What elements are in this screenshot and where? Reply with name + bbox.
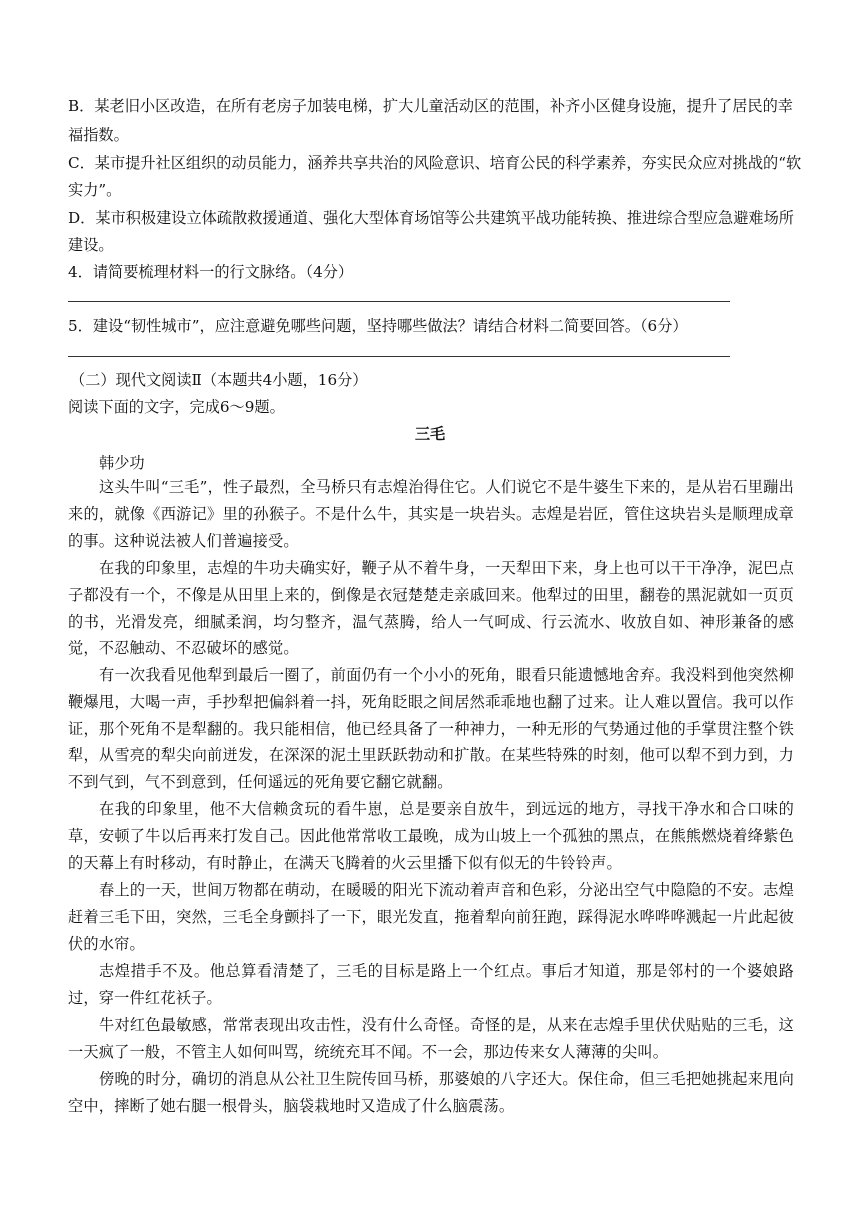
section-heading: （二）现代文阅读Ⅱ（本题共4小题，16分）	[70, 371, 368, 389]
question-5: 5．建设“韧性城市”，应注意避免哪些问题，坚持哪些做法？请结合材料二简要回答。（6分）	[68, 317, 688, 335]
article-paragraph-1: 这头牛叫“三毛”，性子最烈，全马桥只有志煌治得住它。人们说它不是牛婆生下来的，是从岩石里蹦出来的，就像《西游记》里的孙猴子。不是什么牛，其实是一块岩头。志煌是岩匠，管住这块岩头是顺理成章的事。这种说法被人们普遍接受。	[68, 478, 794, 550]
option-c-line1: C．某市提升社区组织的动员能力，涵养共享共治的风险意识、培育公民的科学素养，夯实民众应对挑战的“软	[68, 154, 802, 172]
article-paragraph-4: 在我的印象里，他不大信赖贪玩的看牛崽，总是要亲自放牛，到远远的地方，寻找干净水和合口味的草，安顿了牛以后再来打发自己。因此他常常收工最晚，成为山坡上一个孤独的黑点，在熊熊燃烧着绛紫色的天幕上有时移动，有时静止，在满天飞腾着的火云里播下似有似无的牛铃铃声。	[68, 800, 794, 872]
article-paragraph-3: 有一次我看见他犁到最后一圈了，前面仍有一个小小的死角，眼看只能遗憾地舍弃。我没料到他突然柳鞭爆甩，大喝一声，手抄犁把偏斜着一抖，死角眨眼之间居然乖乖地也翻了过来。让人难以置信。我可以作证，那个死角不是犁翻的。我只能相信，他已经具备了一种神力，一种无形的气势通过他的手掌贯注整个铁犁，从雪亮的犁尖向前迸发，在深深的泥土里跃跃勃动和扩散。在某些特殊的时刻，他可以犁不到力到，力不到气到，气不到意到，任何遥远的死角要它翻它就翻。	[68, 666, 794, 792]
question-4: 4．请简要梳理材料一的行文脉络。（4分）	[68, 263, 354, 281]
answer-line-q4[interactable]	[68, 301, 730, 302]
article-paragraph-5: 春上的一天，世间万物都在萌动，在暖暖的阳光下流动着声音和色彩，分泌出空气中隐隐的不安。志煌赶着三毛下田，突然，三毛全身颤抖了一下，眼光发直，拖着犁向前狂跑，踩得泥水哗哗哗溅起一片此起彼伏的水帘。	[68, 881, 794, 953]
option-d-line2: 建设。	[68, 236, 114, 254]
option-c-line2: 实力”。	[68, 181, 122, 199]
article-paragraph-6: 志煌措手不及。他总算看清楚了，三毛的目标是路上一个红点。事后才知道，那是邻村的一个婆娘路过，穿一件红花袄子。	[68, 962, 794, 1007]
article-author: 韩少功	[99, 454, 145, 472]
answer-line-q5[interactable]	[68, 356, 730, 357]
article-paragraph-2: 在我的印象里，志煌的牛功夫确实好，鞭子从不着牛身，一天犁田下来，身上也可以干干净净，泥巴点子都没有一个，不像是从田里上来的，倒像是衣冠楚楚走亲戚回来。他犁过的田里，翻卷的黑泥就如一页页的书，光滑发亮，细腻柔润，均匀整齐，温气蒸腾，给人一气呵成、行云流水、收放自如、神形兼备的感觉，不忍触动、不忍破坏的感觉。	[68, 559, 794, 658]
article-paragraph-7: 牛对红色最敏感，常常表现出攻击性，没有什么奇怪。奇怪的是，从来在志煌手里伏伏贴贴的三毛，这一天疯了一般，不管主人如何叫骂，统统充耳不闻。不一会，那边传来女人薄薄的尖叫。	[68, 1016, 794, 1061]
option-d-line1: D．某市积极建设立体疏散救援通道、强化大型体育场馆等公共建筑平战功能转换、推进综合型应急避难场所	[68, 209, 794, 227]
article-title: 三毛	[414, 425, 446, 443]
section-instruction: 阅读下面的文字，完成6～9题。	[68, 398, 285, 416]
option-b-line1: B．某老旧小区改造，在所有老房子加装电梯，扩大儿童活动区的范围，补齐小区健身设施，提升了居民的幸	[68, 97, 793, 115]
option-b-line2: 福指数。	[68, 126, 129, 144]
article-paragraph-8: 傍晚的时分，确切的消息从公社卫生院传回马桥，那婆娘的八字还大。保住命，但三毛把她挑起来甩向空中，摔断了她右腿一根骨头，脑袋栽地时又造成了什么脑震荡。	[68, 1070, 794, 1115]
